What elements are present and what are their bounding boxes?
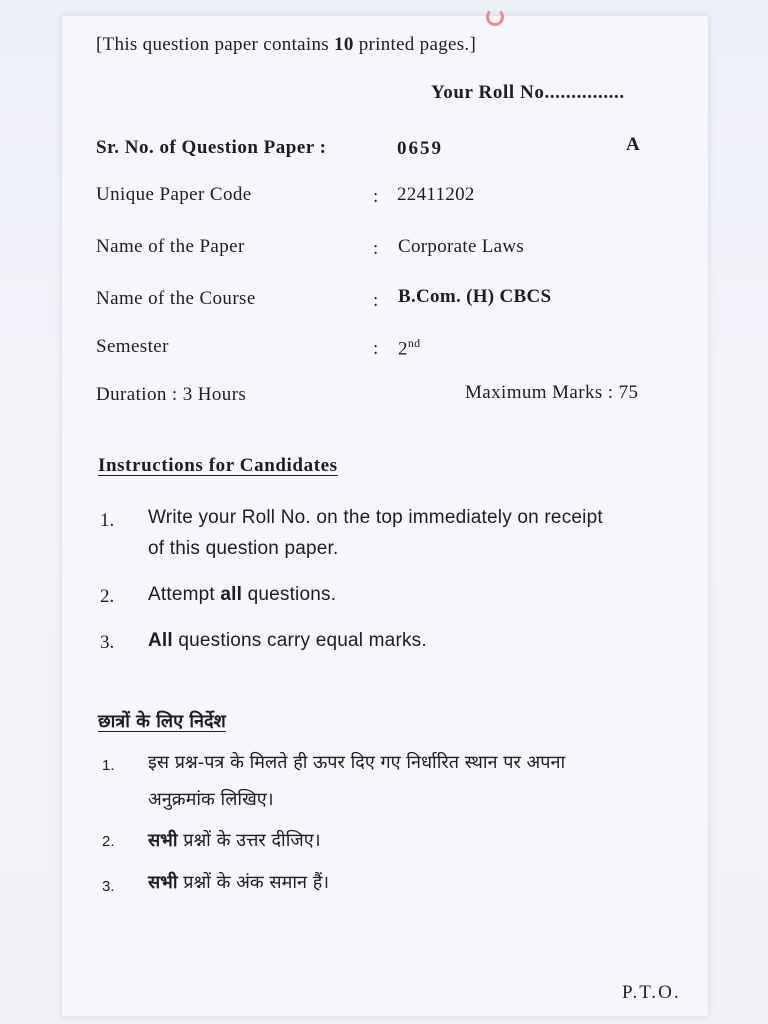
instruction-number-hi: 1. (102, 757, 115, 774)
field-value-course: B.Com. (H) CBCS (398, 286, 552, 307)
instruction-text-hi: इस प्रश्न-पत्र के मिलते ही ऊपर दिए गए निर्धारित स्थान पर अपना (148, 752, 566, 773)
instruction-text-part: Attempt (148, 584, 215, 605)
field-label-semester: Semester (96, 336, 169, 357)
semester-number: 2 (398, 338, 408, 360)
duration: Duration : 3 Hours (96, 384, 247, 405)
instruction-text (148, 630, 427, 652)
instruction-text-hi (148, 828, 321, 852)
instruction-emphasis-hi: सभी (148, 872, 178, 893)
field-value-paper-code: 22411202 (397, 184, 475, 205)
instruction-text (148, 584, 336, 606)
field-colon: : (373, 238, 379, 259)
instruction-number-hi: 3. (102, 878, 115, 895)
instruction-text-hi (148, 870, 329, 894)
field-colon: : (373, 338, 379, 359)
maximum-marks: Maximum Marks : 75 (465, 382, 639, 403)
field-colon: : (373, 290, 379, 311)
sr-no-label: Sr. No. of Question Paper : (96, 137, 327, 158)
instruction-text-part-hi: प्रश्नों के अंक समान हैं। (183, 872, 330, 893)
instruction-text: Write your Roll No. on the top immediately on receipt (148, 507, 603, 528)
pages-note-prefix: [This question paper contains (96, 34, 329, 55)
instruction-text-hi: अनुक्रमांक लिखिए। (148, 789, 274, 810)
instruction-number-hi: 2. (102, 833, 115, 850)
instruction-number: 3. (100, 632, 115, 653)
red-ink-mark (486, 8, 504, 26)
pages-note (96, 34, 476, 56)
roll-no-label: Your Roll No............... (431, 82, 625, 103)
pages-count: 10 (334, 34, 354, 55)
instruction-emphasis: All (148, 630, 173, 651)
field-colon: : (373, 186, 379, 207)
instruction-number: 1. (100, 510, 115, 531)
instructions-heading-en: Instructions for Candidates (98, 455, 338, 476)
field-value-paper-name: Corporate Laws (398, 236, 525, 257)
instruction-text: of this question paper. (148, 538, 339, 559)
instruction-number: 2. (100, 586, 115, 607)
instruction-emphasis: all (220, 584, 243, 605)
paper-set: A (626, 134, 640, 155)
field-label-paper-name: Name of the Paper (96, 236, 245, 257)
field-value-semester (398, 336, 420, 360)
instructions-heading-hi: छात्रों के लिए निर्देश (98, 711, 226, 732)
instruction-text-part: questions carry equal marks. (178, 630, 427, 651)
pages-note-suffix: printed pages.] (358, 34, 477, 55)
semester-suffix: nd (407, 336, 421, 350)
instruction-emphasis-hi: सभी (148, 830, 178, 851)
field-label-paper-code: Unique Paper Code (96, 184, 252, 205)
pto-label: P.T.O. (622, 982, 681, 1003)
instruction-text-part: questions. (247, 584, 337, 605)
instruction-text-part-hi: प्रश्नों के उत्तर दीजिए। (183, 830, 321, 851)
field-label-course: Name of the Course (96, 288, 256, 309)
sr-no-value: 0659 (397, 138, 443, 159)
